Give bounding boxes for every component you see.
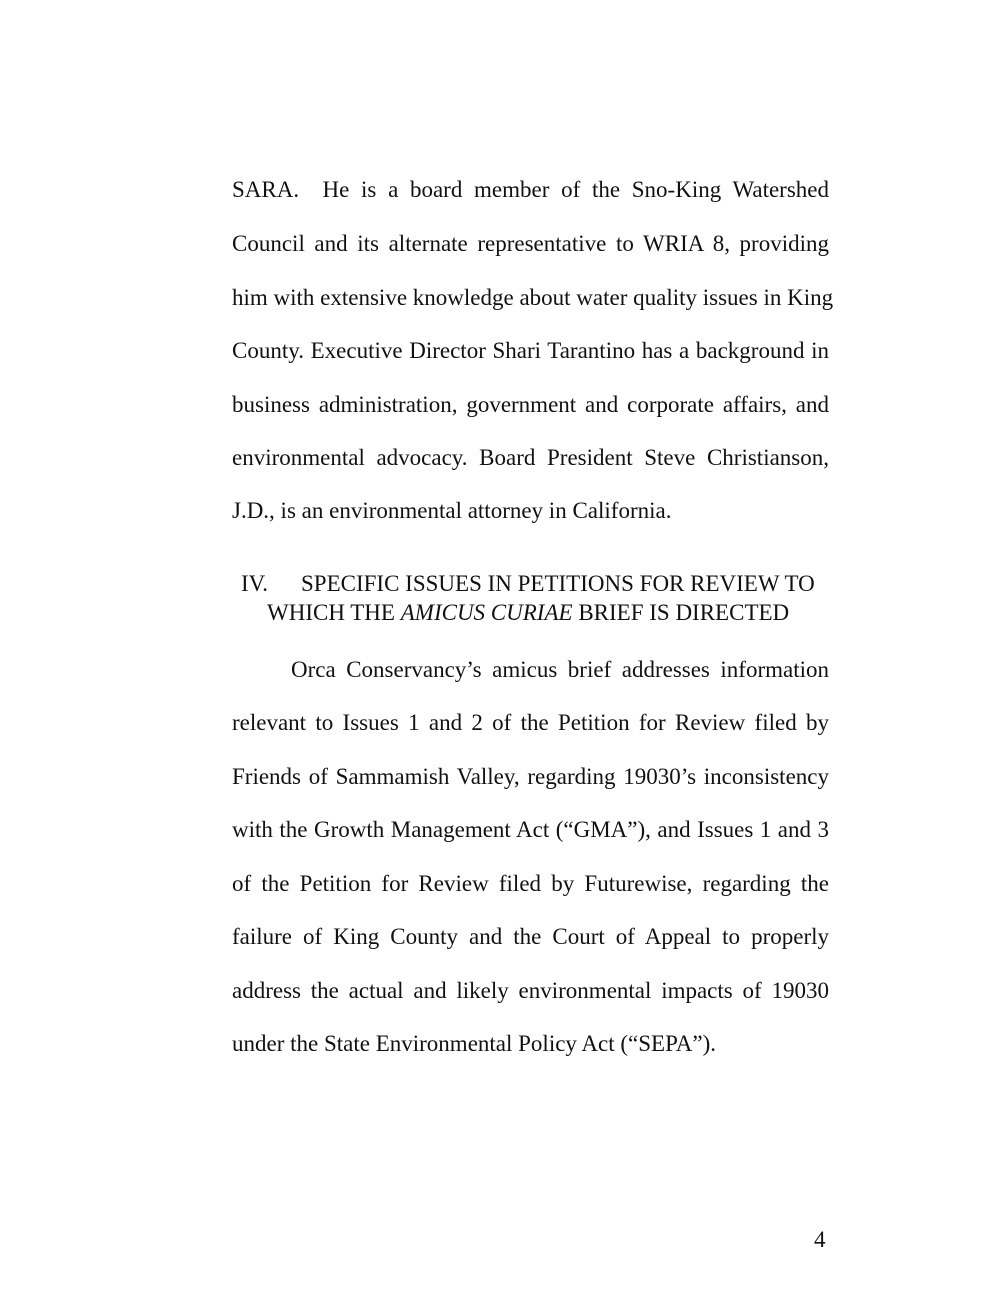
section-number: IV. — [241, 571, 269, 596]
section-heading-line-2 — [267, 599, 789, 627]
paragraph-1-line-7: J.D., is an environmental attorney in California. — [232, 498, 672, 523]
paragraph-1-line-6: environmental advocacy. Board President Steve Christianson, — [232, 445, 829, 470]
section-heading-prefix: WHICH THE — [267, 600, 401, 625]
section-heading-suffix: BRIEF IS DIRECTED — [572, 600, 790, 625]
paragraph-2-line-6: failure of King County and the Court of Appeal to properly — [232, 924, 829, 949]
paragraph-1-line-4: County. Executive Director Shari Tarantino has a background in — [232, 338, 829, 363]
paragraph-2-line-5: of the Petition for Review filed by Futurewise, regarding the — [232, 871, 829, 896]
page-number: 4 — [814, 1227, 826, 1252]
paragraph-2-line-1: Orca Conservancy’s amicus brief addresses information — [291, 657, 829, 682]
paragraph-1-line-2: Council and its alternate representative to WRIA 8, providing — [232, 231, 829, 256]
paragraph-2-line-8: under the State Environmental Policy Act (“SEPA”). — [232, 1031, 716, 1056]
paragraph-1-line-5: business administration, government and corporate affairs, and — [232, 392, 829, 417]
paragraph-2-line-4: with the Growth Management Act (“GMA”), and Issues 1 and 3 — [232, 817, 829, 842]
paragraph-1-line-3: him with extensive knowledge about water quality issues in King — [232, 285, 834, 310]
paragraph-2-line-2: relevant to Issues 1 and 2 of the Petition for Review filed by — [232, 710, 829, 735]
paragraph-2-line-3: Friends of Sammamish Valley, regarding 19030’s inconsistency — [232, 764, 829, 789]
paragraph-1-line-1: SARA. He is a board member of the Sno-King Watershed — [232, 177, 829, 202]
paragraph-2-line-7: address the actual and likely environmental impacts of 19030 — [232, 978, 829, 1003]
section-heading-line-1: SPECIFIC ISSUES IN PETITIONS FOR REVIEW TO — [301, 571, 815, 596]
section-heading-italic: AMICUS CURIAE — [400, 600, 573, 625]
